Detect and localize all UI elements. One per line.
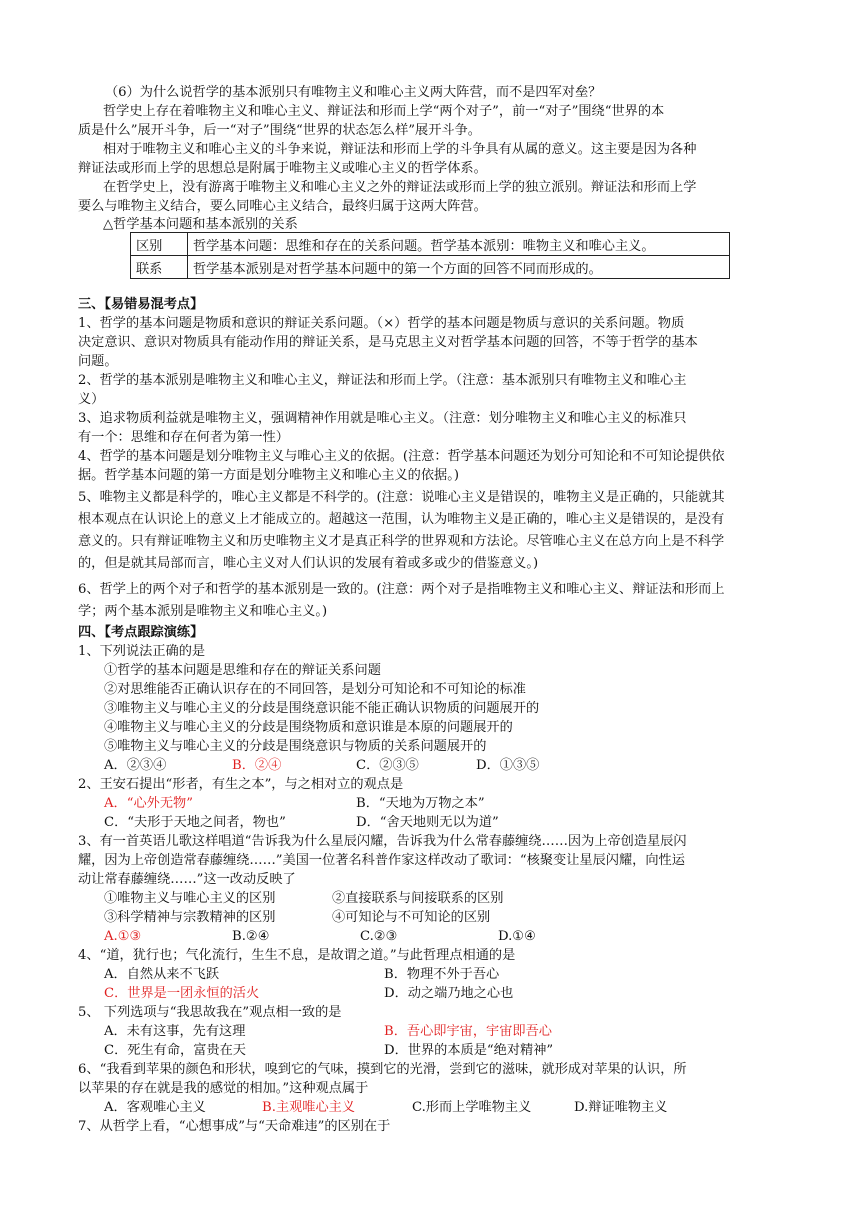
question-stem: 1、下列说法正确的是 [78,644,206,659]
option-a: A．自然从来不飞跃 [104,967,220,982]
relation-table [130,232,730,279]
item-line: 2、哲学的基本派别是唯物主义和唯心主义，辩证法和形而上学。（注意：基本派别只有唯物主义和唯心主 [78,373,687,388]
option-c: C.②③ [360,929,398,944]
option-a: A．客观唯心主义 [104,1100,206,1115]
option-a-answer: A．“心外无物” [104,796,193,811]
question-stem: 7、从哲学上看，“心想事成”与“天命难违”的区别在于 [78,1119,391,1134]
question-stem: 3、有一首英语儿歌这样唱道“告诉我为什么星辰闪耀，告诉我为什么常春藤缠绕……因为上帝创造星辰闪 [78,834,687,849]
paragraph-line: 质是什么”展开斗争，后一“对子”围绕“世界的状态怎么样”展开斗争。 [78,123,481,138]
option-a: A．②③④ [104,758,167,773]
question-stem: 4、“道，犹行也；气化流行，生生不息，是故谓之道。”与此哲理点相通的是 [78,948,516,963]
item-line: 义） [78,392,105,407]
statement-item: ③唯物主义与唯心主义的分歧是围绕意识能不能正确认识物质的问题展开的 [104,701,540,716]
item-line: 的，但是就其局部而言，唯心主义对人们认识的发展有着或多或少的借鉴意义。) [78,556,539,571]
question-stem: 2、王安石提出“形者，有生之本”，与之相对立的观点是 [78,777,404,792]
paragraph-line: 要么与唯物主义结合，要么同唯心主义结合，最终归属于这两大阵营。 [78,199,487,214]
item-line: 决定意识、意识对物质具有能动作用的辩证关系，是马克思主义对哲学基本问题的回答，不等于哲学的基本 [78,335,698,350]
table-row [131,256,730,279]
item-line: 有一个：思维和存在何者为第一性） [78,430,289,445]
option-d: D．世界的本质是“绝对精神” [384,1043,554,1058]
item-line: 4、哲学的基本问题是划分唯物主义与唯心主义的依据。(注意：哲学基本问题还为划分可知论和不可知论提供依 [78,449,725,464]
option-b: B.②④ [232,929,270,944]
statement-item: ②对思维能否正确认识存在的不同回答，是划分可知论和不可知论的标准 [104,682,526,697]
section4-heading: 四、【考点跟踪演练】 [78,625,204,640]
option-c: C．死生有命，富贵在天 [104,1043,246,1058]
statement-item: ③科学精神与宗教精神的区别 [104,910,276,925]
item-line: 5、唯物主义都是科学的，唯心主义都是不科学的。(注意：说唯心主义是错误的，唯物主义是正确的，只能就其 [78,490,725,505]
option-d: D.辩证唯物主义 [574,1100,668,1115]
item-line: 3、追求物质利益就是唯物主义，强调精神作用就是唯心主义。（注意：划分唯物主义和唯心主义的标准只 [78,411,687,426]
item-line: 问题。 [78,354,118,369]
statement-item: ④可知论与不可知论的区别 [332,910,491,925]
item-line: 意义的。只有辩证唯物主义和历史唯物主义才是真正科学的世界观和方法论。尽管唯心主义在总方向上是不科学 [78,534,725,549]
option-c: C.形而上学唯物主义 [412,1100,532,1115]
table-cell: 哲学基本派别是对哲学基本问题中的第一个方面的回答不同而形成的。 [188,256,730,279]
option-c-answer: C．世界是一团永恒的活火 [104,986,260,1001]
question-stem: 耀，因为上帝创造常春藤缠绕……”美国一位著名科普作家这样改动了歌词：“核聚变让星辰闪耀，向性运 [78,853,685,868]
option-d: D．“舍天地则无以为道” [356,815,499,830]
option-b: B．物理不外于吾心 [384,967,500,982]
item-line: 6、哲学上的两个对子和哲学的基本派别是一致的。(注意：两个对子是指唯物主义和唯心主义、辩证法和形而上 [78,582,725,597]
statement-item: ④唯物主义与唯心主义的分歧是围绕物质和意识谁是本原的问题展开的 [104,720,513,735]
option-a: A．未有这事，先有这理 [104,1024,246,1039]
table-cell-head: 联系 [131,256,188,279]
question-stem: 5、 下列选项与“我思故我在”观点相一致的是 [78,1005,342,1020]
option-a-answer: A.①③ [104,929,142,944]
option-b: B．“天地为万物之本” [356,796,485,811]
item-line: 根本观点在认识论上的意义上才能成立的。超越这一范围，认为唯物主义是正确的，唯心主义是错误的，是没有 [78,512,725,527]
section3-heading: 三、【易错易混考点】 [78,297,204,312]
option-d: D.①④ [498,929,536,944]
option-d: D．动之端乃地之心也 [384,986,514,1001]
option-c: C．“夫形于天地之间者，物也” [104,815,286,830]
option-d: D．①③⑤ [476,758,540,773]
statement-item: ②直接联系与间接联系的区别 [332,891,504,906]
item-line: 据。哲学基本问题的第一方面是划分唯物主义和唯心主义的依据。) [78,468,459,483]
table-cell: 哲学基本问题：思维和存在的关系问题。哲学基本派别：唯物主义和唯心主义。 [188,233,730,256]
item-line: 学；两个基本派别是唯物主义和唯心主义。) [78,604,328,619]
table-row [131,233,730,256]
question-stem: 以苹果的存在就是我的感觉的相加。”这种观点属于 [78,1081,369,1096]
q6-title: （6）为什么说哲学的基本派别只有唯物主义和唯心主义两大阵营，而不是四军对垒？ [105,85,602,100]
option-b-answer: B.主观唯心主义 [262,1100,356,1115]
option-b-answer: B．吾心即宇宙，宇宙即吾心 [384,1024,552,1039]
paragraph-line: 在哲学史上，没有游离于唯物主义和唯心主义之外的辩证法或形而上学的独立派别。辩证法和形而上学 [103,180,697,195]
statement-item: ⑤唯物主义与唯心主义的分歧是围绕意识与物质的关系问题展开的 [104,739,487,754]
paragraph-line: 辩证法或形而上学的思想总是附属于唯物主义或唯心主义的哲学体系。 [78,161,487,176]
table-cell-head: 区别 [131,233,188,256]
question-stem: 动让常春藤缠绕……”这一改动反映了 [78,872,296,887]
item-line: 1、哲学的基本问题是物质和意识的辩证关系问题。（×）哲学的基本问题是物质与意识的关系问题。物质 [78,316,685,331]
question-stem: 6、“我看到苹果的颜色和形状，嗅到它的气味，摸到它的光滑，尝到它的滋味，就形成对苹果的认识，所 [78,1062,687,1077]
statement-item: ①唯物主义与唯心主义的区别 [104,891,276,906]
paragraph-line: 哲学史上存在着唯物主义和唯心主义、辩证法和形而上学“两个对子”，前一“对子”围绕“世界的本 [103,104,665,119]
option-c: C．②③⑤ [356,758,419,773]
paragraph-line: 相对于唯物主义和唯心主义的斗争来说，辩证法和形而上学的斗争具有从属的意义。这主要是因为各种 [103,142,697,157]
table-caption: △哲学基本问题和基本派别的关系 [103,217,298,232]
statement-item: ①哲学的基本问题是思维和存在的辩证关系问题 [104,663,381,678]
option-b-answer: B．②④ [232,758,282,773]
